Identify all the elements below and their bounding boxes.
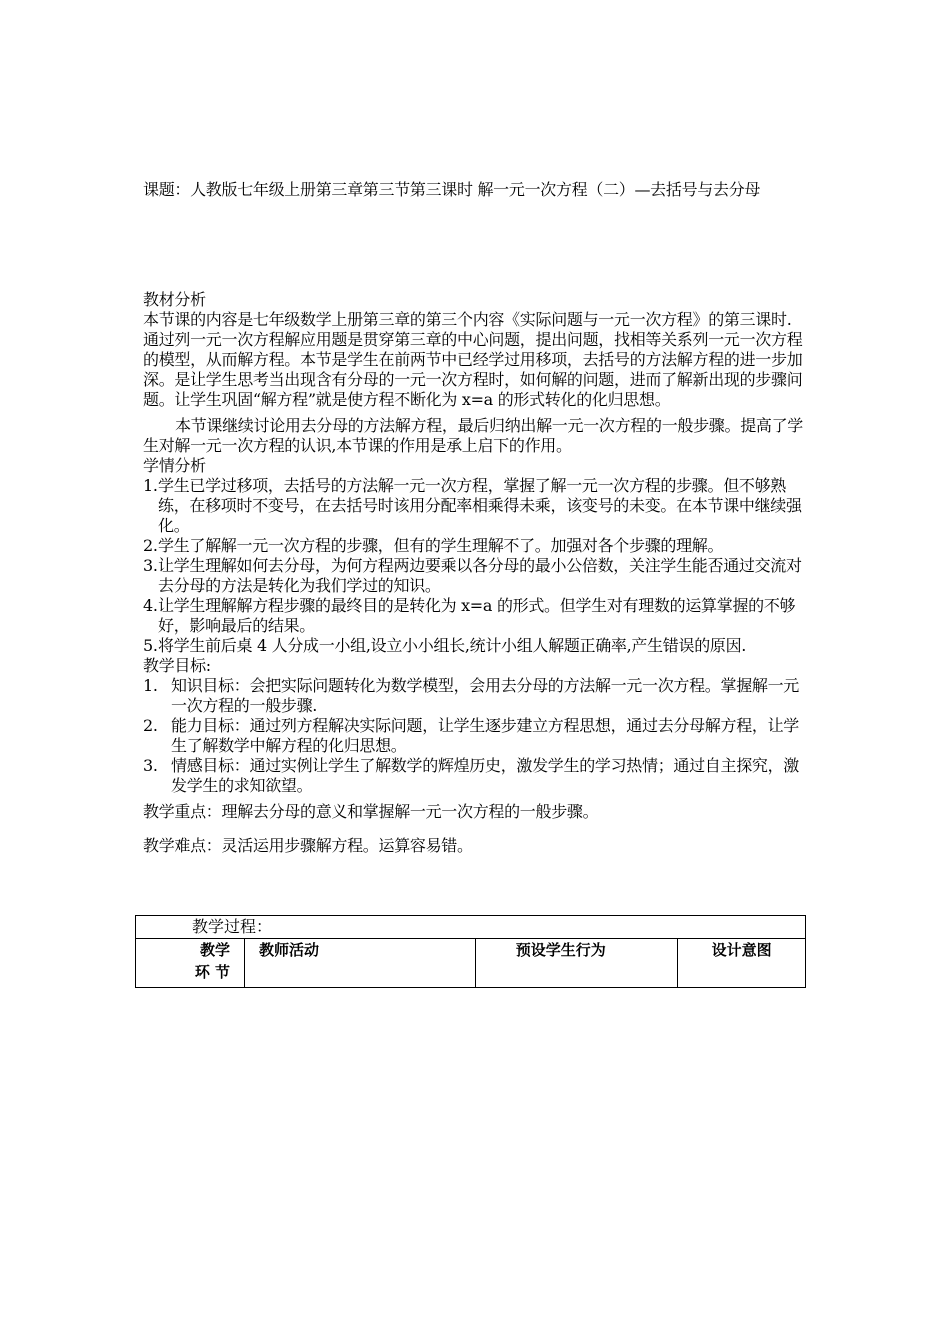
teaching-difficulty: 教学难点：灵活运用步骤解方程。运算容易错。 [143, 836, 473, 855]
table-header-row [136, 916, 806, 939]
column-header-teacher-activity: 教师活动 [245, 939, 476, 988]
lesson-title: 课题：人教版七年级上册第三章第三节第三课时 解一元一次方程（二）—去括号与去分母 [143, 180, 761, 199]
list-item: 1. 知识目标：会把实际问题转化为数学模型，会用去分母的方法解一元一次方程。掌握解一元一次方程的一般步骤. [143, 676, 800, 715]
list-item: 5. 将学生前后桌 4 人分成一小组,设立小小组长,统计小组人解题正确率,产生错误的原因. [143, 636, 747, 655]
column-header-student-behavior: 预设学生行为 [475, 939, 678, 988]
column-header-stage: 教学 环 节 [136, 939, 245, 988]
material-analysis-para2: 本节课继续讨论用去分母的方法解方程，最后归纳出解一元一次方程的一般步骤。提高了学生对解一元一次方程的认识,本节课的作用是承上启下的作用。 [143, 416, 804, 455]
list-item: 2. 能力目标：通过列方程解决实际问题，让学生逐步建立方程思想，通过去分母解方程，让学生了解数学中解方程的化归思想。 [143, 716, 800, 755]
teaching-process-table [135, 915, 806, 988]
list-item: 4. 让学生理解解方程步骤的最终目的是转化为 x=a 的形式。但学生对有理数的运算掌握的不够好，影响最后的结果。 [143, 596, 796, 635]
list-item: 3. 让学生理解如何去分母，为何方程两边要乘以各分母的最小公倍数，关注学生能否通过交流对去分母的方法是转化为我们学过的知识。 [143, 556, 802, 595]
teaching-goals-list [143, 676, 807, 796]
column-header-design-intent: 设计意图 [678, 939, 806, 988]
list-item: 1. 学生已学过移项，去括号的方法解一元一次方程，掌握了解一元一次方程的步骤。但不够熟练，在移项时不变号，在去括号时该用分配率相乘得未乘，该变号的未变。在本节课中继续强化。 [143, 476, 802, 535]
teaching-goals-heading: 教学目标: [143, 656, 211, 675]
teaching-process-heading: 教学过程： [136, 916, 806, 939]
material-analysis-para1: 本节课的内容是七年级数学上册第三章的第三个内容《实际问题与一元一次方程》的第三课时.通过列一元一次方程解应用题是贯穿第三章的中心问题，提出问题，找相等关系列一元一次方程的模型，从而解方程。本节是学生在前两节中已经学过用移项，去括号的方法解方程的进一步加深。是让学生思考当出现含有分母的一元一次方程时，如何解的问题，进而了解新出现的步骤问题。让学生巩固“解方程”就是使方程不断化为 x=a 的形式转化的化归思想。 [143, 310, 803, 409]
teaching-key-point: 教学重点：理解去分母的意义和掌握解一元一次方程的一般步骤。 [143, 802, 599, 821]
table-row [136, 939, 806, 988]
material-analysis-heading: 教材分析 [143, 290, 206, 309]
student-analysis-heading: 学情分析 [143, 456, 206, 475]
list-item: 3. 情感目标：通过实例让学生了解数学的辉煌历史，激发学生的学习热情；通过自主探究，激发学生的求知欲望。 [143, 756, 800, 795]
student-analysis-list [143, 476, 807, 656]
material-analysis-section [143, 290, 807, 856]
list-item: 2. 学生了解解一元一次方程的步骤，但有的学生理解不了。加强对各个步骤的理解。 [143, 536, 724, 555]
